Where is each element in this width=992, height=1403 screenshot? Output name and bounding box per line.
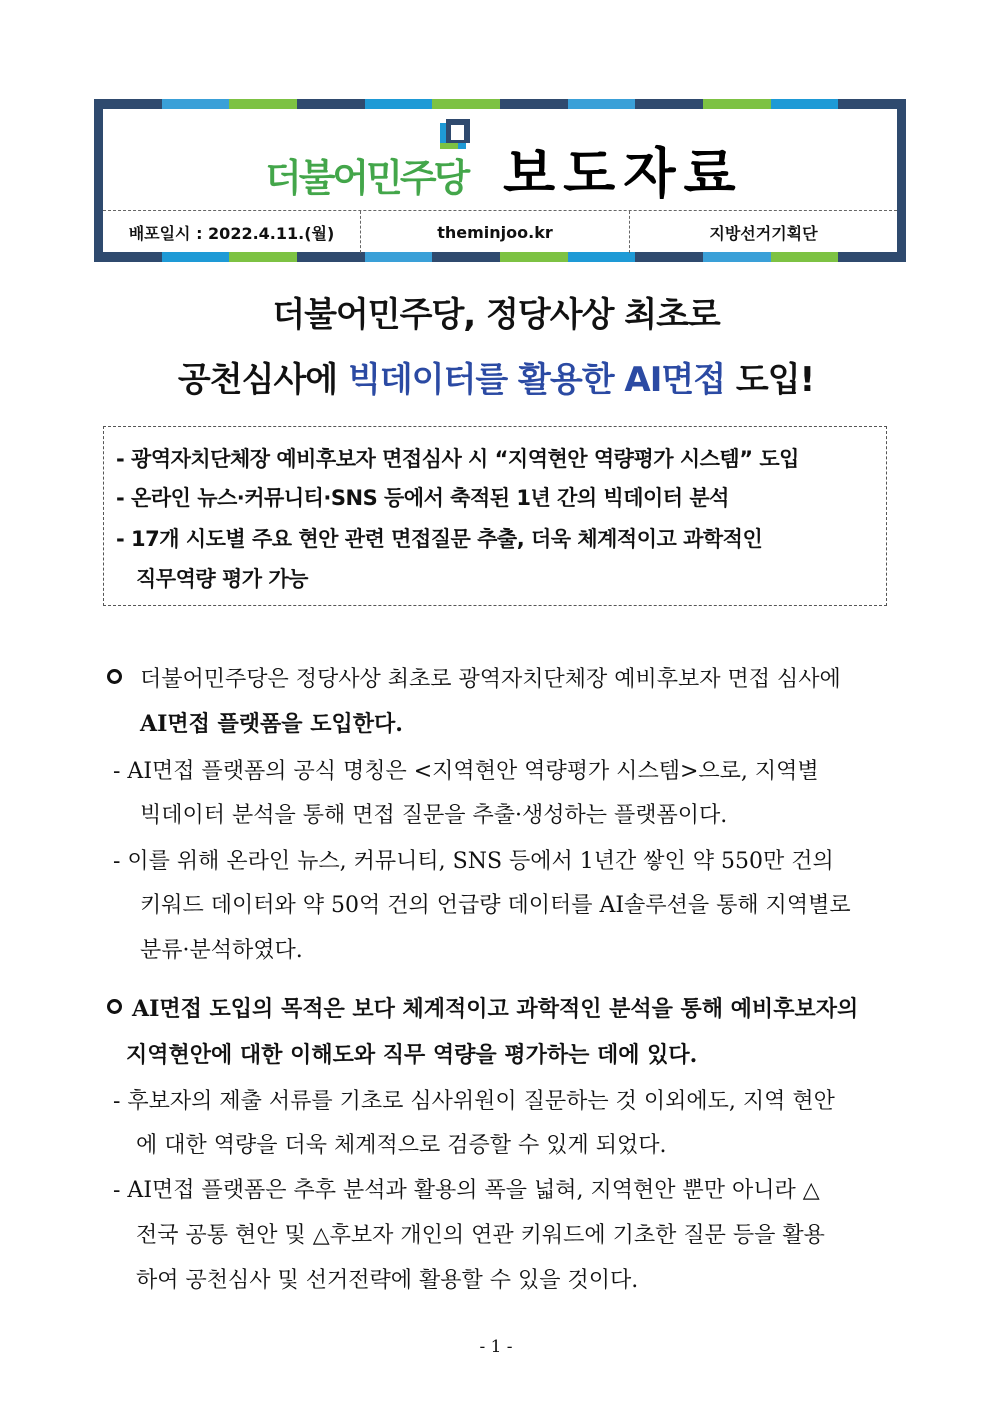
header-top-stripe <box>94 99 906 109</box>
paragraph-2-line-1: AI면접 도입의 목적은 보다 체계적이고 과학적인 분석을 통해 예비후보자의 <box>132 996 859 1022</box>
paragraph-1-detail-1-line-2: 빅데이터 분석을 통해 면접 질문을 추출·생성하는 플랫폼이다. <box>140 803 728 828</box>
summary-item-continued: 직무역량 평가 가능 <box>136 567 308 591</box>
release-date: 배포일시 : 2022.4.11.(월) <box>103 211 361 253</box>
header-bottom-stripe <box>94 252 906 262</box>
headline-line-1: 더불어민주당, 정당사상 최초로 <box>272 295 720 335</box>
summary-item: - 광역자치단체장 예비후보자 면접심사 시 “지역현안 역량평가 시스템” 도입 <box>116 447 799 471</box>
website-link[interactable]: theminjoo.kr <box>361 211 630 253</box>
summary-item: - 온라인 뉴스·커뮤니티·SNS 등에서 축적된 1년 간의 빅데이터 분석 <box>116 486 729 510</box>
paragraph-1-detail-1-line-1: - AI면접 플랫폼의 공식 명칭은 <지역현안 역량평가 시스템>으로, 지역별 <box>113 759 819 784</box>
headline-line-2 <box>0 352 992 401</box>
paragraph-2-detail-1-line-1: - 후보자의 제출 서류를 기초로 심사위원이 질문하는 것 이외에도, 지역 현안 <box>113 1089 835 1114</box>
page-number: - 1 - <box>479 1337 513 1357</box>
circle-bullet-icon <box>107 669 122 684</box>
paragraph-2-line-2: 지역현안에 대한 이해도와 직무 역량을 평가하는 데에 있다. <box>126 1042 698 1068</box>
paragraph-1-detail-2-line-2: 키워드 데이터와 약 50억 건의 언급량 데이터를 AI솔루션을 통해 지역별로 <box>140 893 851 918</box>
circle-bullet-icon <box>107 999 122 1014</box>
logo-area <box>103 109 897 210</box>
headline-accent: 빅데이터를 활용한 AI면접 <box>347 360 726 400</box>
party-logo-text: 더불어민주당 <box>265 156 468 200</box>
headline-line-2-part-b: 도입! <box>725 360 815 400</box>
department-name: 지방선거기획단 <box>709 223 818 243</box>
summary-box <box>103 426 887 606</box>
paragraph-2-detail-1-line-2: 에 대한 역량을 더욱 체계적으로 검증할 수 있게 되었다. <box>136 1133 667 1158</box>
press-release-title: 보도자료 <box>503 142 744 205</box>
party-logo-icon <box>438 117 472 151</box>
paragraph-1-line-1: 더불어민주당은 정당사상 최초로 광역자치단체장 예비후보자 면접 심사에 <box>140 667 841 692</box>
summary-item: - 17개 시도별 주요 현안 관련 면접질문 추출, 더욱 체계적이고 과학적인 <box>116 527 763 551</box>
paragraph-2-detail-2-line-1: - AI면접 플랫폼은 추후 분석과 활용의 폭을 넓혀, 지역현안 뿐만 아니라 △ <box>113 1178 820 1203</box>
press-header <box>94 99 906 262</box>
paragraph-1-detail-2-line-3: 분류·분석하였다. <box>140 938 303 963</box>
paragraph-2-detail-2-line-2: 전국 공통 현안 및 △후보자 개인의 연관 키워드에 기초한 질문 등을 활용 <box>136 1223 825 1248</box>
header-inner <box>103 109 897 252</box>
paragraph-1-line-2: AI면접 플랫폼을 도입한다. <box>140 711 403 737</box>
paragraph-2-detail-2-line-3: 하여 공천심사 및 선거전략에 활용할 수 있을 것이다. <box>136 1268 639 1293</box>
paragraph-1-detail-2-line-1: - 이를 위해 온라인 뉴스, 커뮤니티, SNS 등에서 1년간 쌓인 약 550만 건의 <box>113 849 834 874</box>
release-info-row <box>103 210 897 253</box>
headline-line-2-part-a: 공천심사에 <box>177 360 348 400</box>
